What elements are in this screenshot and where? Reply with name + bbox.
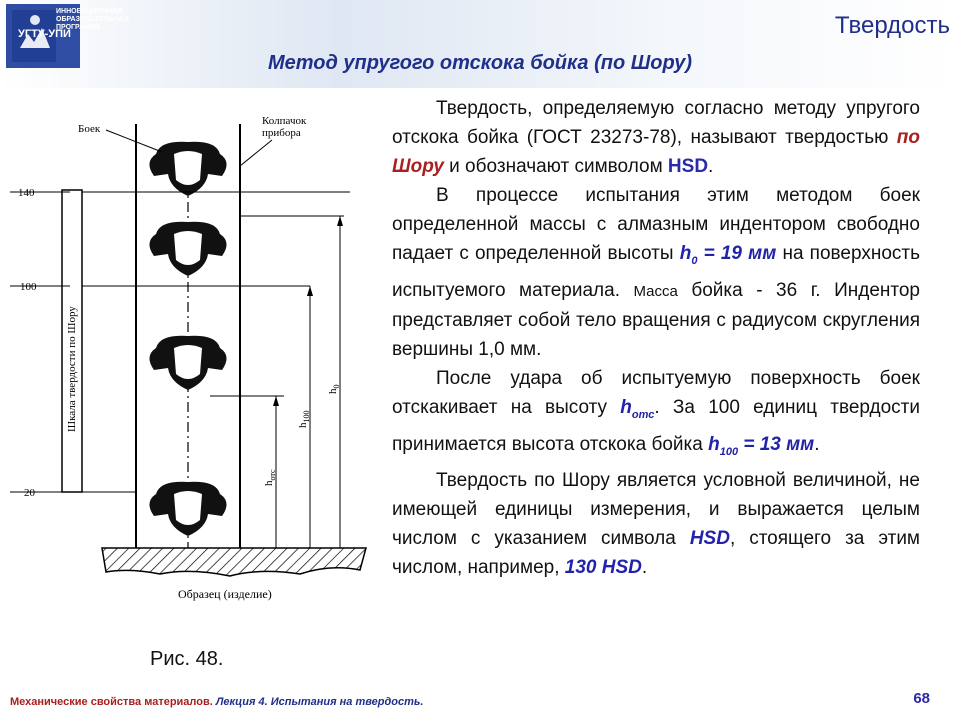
footer-course: Механические свойства материалов.	[10, 696, 213, 708]
label-sample: Образец (изделие)	[178, 587, 272, 601]
logo-text: ИННОВАЦИОННАЯ ОБРАЗОВАТЕЛЬНАЯ ПРОГРАММА	[56, 8, 129, 31]
label-cap-line1: Колпачок	[262, 115, 307, 127]
label-h-otc: $h_{отс}$	[263, 469, 277, 486]
scale-tick-140: 140	[18, 187, 35, 199]
paragraph-1: Твердость, определяемую согласно методу упругого отскока бойка (ГОСТ 23273-78), называют твердостью по Шору и обозначают символом HSD.	[392, 98, 920, 177]
label-h0: $h_0$	[327, 384, 341, 394]
hammer-2	[149, 222, 226, 276]
label-cap-line2: прибора	[262, 127, 301, 139]
scale-tick-20: 20	[24, 487, 35, 499]
page-number: 68	[913, 690, 930, 707]
figure-caption: Рис. 48.	[150, 648, 224, 670]
paragraph-3: После удара об испытуемую поверхность боек отскакивает на высоту $h_{отс}$. За 100 единиц твердости принимается высота отскока бойка $h_{100} = 13$ мм.	[392, 367, 920, 458]
footer-lecture: Лекция 4. Испытания на твердость.	[215, 696, 424, 708]
label-boek: Боек	[78, 123, 101, 135]
hammer-1	[149, 142, 226, 196]
sample-block	[102, 548, 366, 576]
shore-hardness-diagram	[10, 112, 380, 610]
paragraph-2: В процессе испытания этим методом боек определенной массы с алмазным индентором свободно падает с определенной высоты $h_0 = 19$ мм на поверхность испытуемого материала. Масса бойка - 36 г. Индентор представляет собой тело вращения с радиусом скругления вершины 1,0 мм.	[392, 185, 920, 360]
slide-subtitle: Метод упругого отскока бойка (по Шору)	[267, 52, 693, 74]
scale-vertical-label: Шкала твердости по Шору	[66, 306, 78, 432]
body-text	[392, 94, 920, 582]
logo-abbreviation: УГТУ-УПИ	[18, 28, 71, 40]
footer	[10, 696, 423, 708]
section-title: Твердость	[834, 12, 950, 39]
hammer-3	[149, 336, 226, 390]
label-h100: $h_{100}$	[297, 410, 311, 428]
paragraph-4: Твердость по Шору является условной величиной, не имеющей единицы измерения, и выражается целым числом с указанием символа HSD, стоящего за этим числом, например, 130 HSD.	[392, 470, 920, 579]
scale-tick-100: 100	[20, 281, 37, 293]
hammer-4	[149, 482, 226, 536]
